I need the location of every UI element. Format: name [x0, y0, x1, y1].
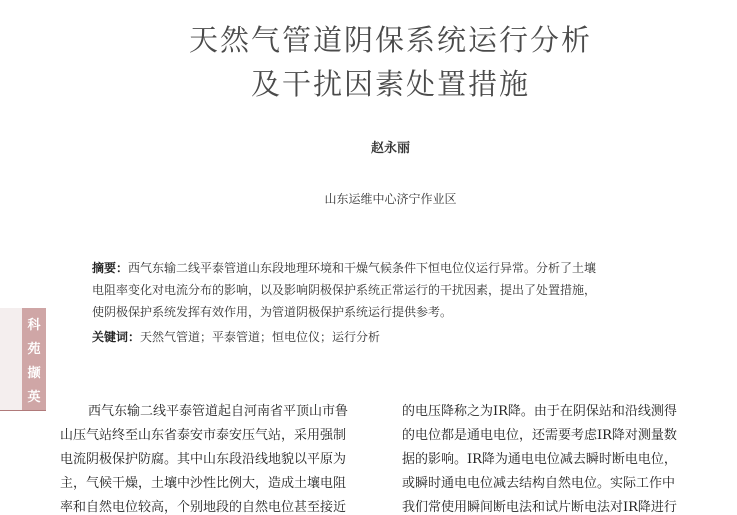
body-column-left [60, 400, 384, 515]
side-tab-char: 苑 [27, 342, 41, 357]
section-side-tab [0, 308, 46, 411]
author-name: 赵永丽 [370, 141, 410, 156]
side-tab-label [22, 314, 46, 410]
body-line: 山压气站终至山东省泰安市泰安压气站，采用强制 [60, 428, 347, 443]
abstract-text-1: 西气东输二线平泰管道山东段地理环境和干燥气候条件下恒电位仪运行异常。分析了土壤 [128, 261, 597, 275]
keywords-label: 关键词： [92, 330, 141, 344]
body-line: 或瞬时通电电位减去结构自然电位。实际工作中 [402, 476, 676, 491]
article-title-line-2: 及干扰因素处置措施 [250, 67, 530, 101]
abstract-label: 摘要： [92, 261, 129, 275]
abstract-line-2: 电阻率变化对电流分布的影响，以及影响阴极保护系统正常运行的干扰因素，提出了处置措施， [92, 283, 597, 297]
keywords-text: 天然气管道；平泰管道；恒电位仪；运行分析 [140, 330, 381, 344]
body-line: 我们常使用瞬间断电法和试片断电法对IR降进行 [402, 500, 677, 515]
keywords-block [92, 327, 704, 347]
body-line: 电流阴极保护防腐。其中山东段沿线地貌以平原为 [60, 452, 347, 467]
side-tab-char: 科 [27, 318, 41, 333]
article-title-line-1: 天然气管道阴保系统运行分析 [188, 23, 592, 57]
body-line: 的电位都是通电电位，还需要考虑IR降对测量数 [402, 428, 677, 443]
body-line: 的电压降称之为IR降。由于在阴保站和沿线测得 [402, 404, 677, 419]
abstract-line-3: 使阴极保护系统发挥有效作用，为管道阴极保护系统运行提供参考。 [92, 305, 453, 319]
body-line: 率和自然电位较高，个别地段的自然电位甚至接近 [60, 500, 347, 515]
body-column-right [402, 400, 714, 515]
abstract-line-1 [92, 257, 704, 279]
body-line: 据的影响。IR降为通电电位减去瞬时断电电位， [402, 452, 677, 467]
body-line: 主，气候干燥，土壤中沙性比例大，造成土壤电阻 [60, 476, 347, 491]
side-tab-char: 英 [27, 390, 41, 405]
abstract-block [92, 257, 704, 323]
author-affiliation: 山东运维中心济宁作业区 [324, 192, 457, 206]
body-line: 西气东输二线平泰管道起自河南省平顶山市鲁 [88, 404, 349, 419]
side-tab-char: 撷 [27, 366, 41, 381]
